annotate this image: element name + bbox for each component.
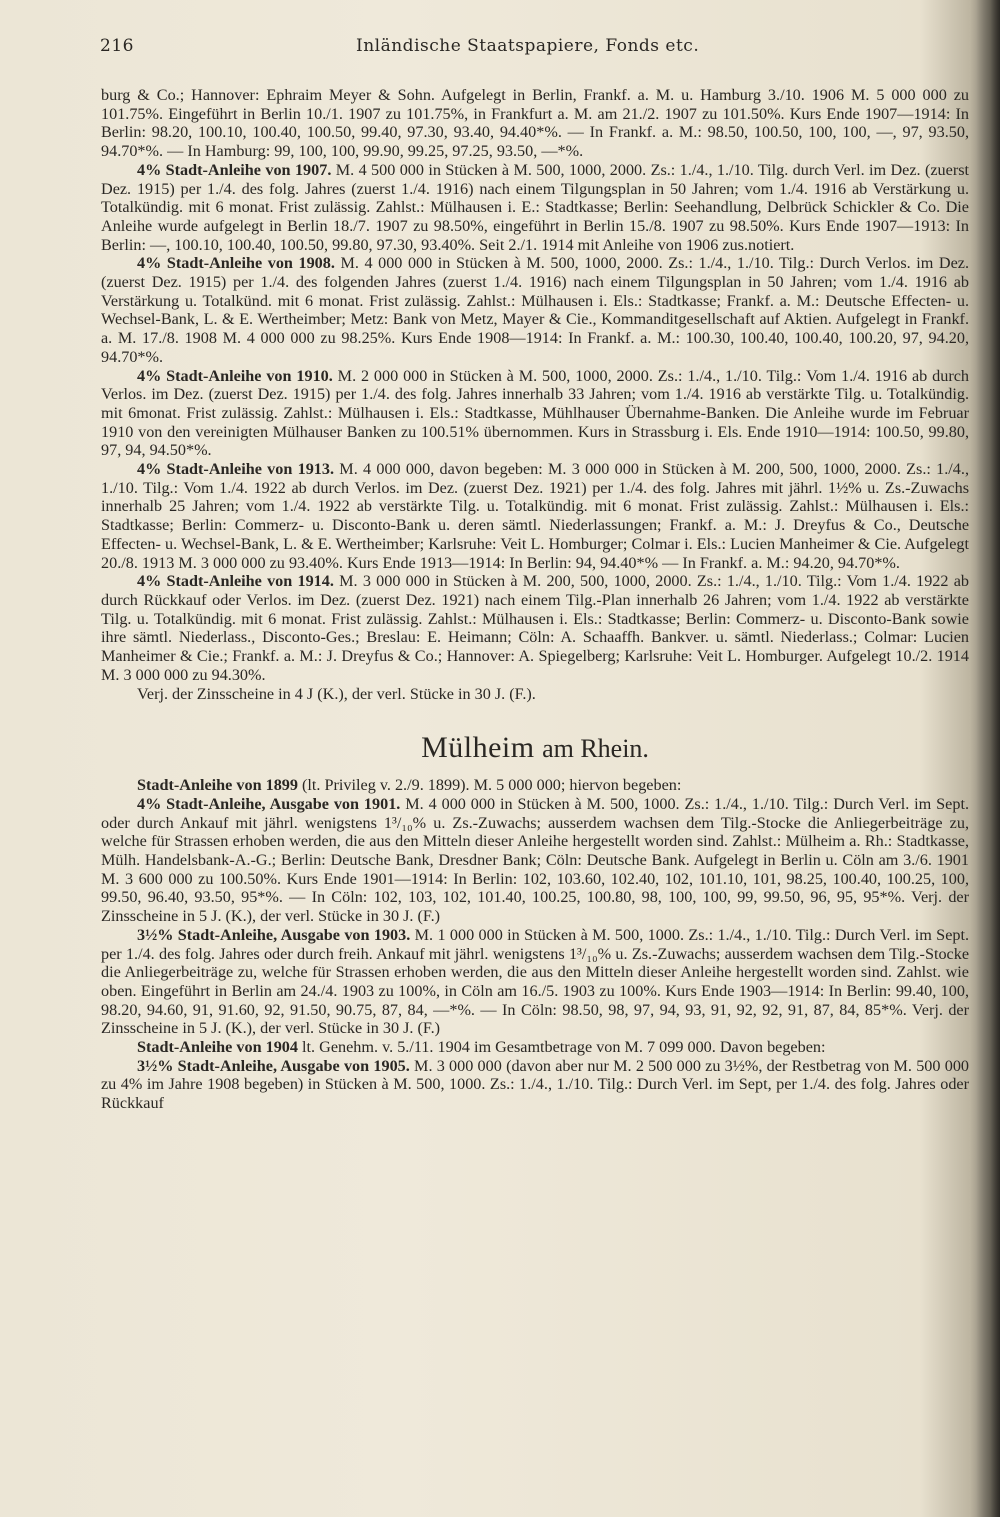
paragraph [101, 776, 969, 795]
section-heading-main: Mülheim [421, 731, 535, 765]
loan-heading: 4% Stadt-Anleihe von 1910. [137, 366, 333, 385]
page-number: 216 [100, 36, 134, 56]
paragraph-text: M. 4 000 000 in Stücken à M. 500, 1000. Zs.: 1./4., 1./10. Tilg.: Durch Verl. im Sept. oder durch Ankauf mit jährl. wenigstens 1³/₁₀% u. Zs.-Zuwachs; ausserdem wachsen dem Tilg.-Stocke die Anliegerbeiträge zu, welche für Strassen erhoben werden, die aus den Mitteln dieser Anleihe hergestellt worden sind. Zahlst.: Mülheim a. Rh.: Stadtkasse, Mülh. Handelsbank-A.-G.; Berlin: Deutsche Bank, Dresdner Bank; Cöln: Deutsche Bank. Aufgelegt in Berlin u. Cöln am 3./6. 1901 M. 3 600 000 zu 100.50%. Kurs Ende 1901—1914: In Berlin: 102, 103.60, 102.40, 102, 101.10, 101, 98.25, 100.40, 100.25, 100, 99.50, 96.40, 93.50, 95*%. — In Cöln: 102, 103, 102, 101.40, 100.25, 100.80, 98, 100, 100, 99, 99.50, 96, 95, 95*%. Verj. der Zinsscheine in 5 J. (K.), der verl. Stücke in 30 J. (F.) [101, 794, 970, 926]
paragraph [101, 367, 969, 461]
section-heading-rest: am Rhein. [542, 734, 649, 764]
paragraph [101, 254, 969, 366]
page-edge-shadow [976, 0, 1000, 1517]
loan-heading: 4% Stadt-Anleihe von 1908. [137, 254, 335, 273]
paragraph [101, 460, 969, 572]
paragraph [101, 685, 969, 704]
paragraph [101, 1038, 969, 1057]
paragraph-text: lt. Genehm. v. 5./11. 1904 im Gesamtbetrage von M. 7 099 000. Davon begeben: [302, 1038, 826, 1057]
body-text [101, 86, 969, 1113]
paragraph-text: M. 2 000 000 in Stücken à M. 500, 1000, 2000. Zs.: 1./4., 1./10. Tilg.: Vom 1./4. 1916 ab durch Verlos. im Dez. (zuerst Dez. 1915) per 1./4. des folg. Jahres innerhalb 33 Jahren; vom 1./4. 1916 ab verstärkte Tilg. u. Totalkündig. mit 6monat. Frist zulässig. Zahlst.: Mülhausen i. Els.: Stadtkasse, Mühlhauser Übernahme-Banken. Die Anleihe wurde im Februar 1910 von den vereinigten Mülhauser Banken zu 100.51% übernommen. Kurs in Strassburg i. Els. Ende 1910—1914: 100.50, 99.80, 97, 94, 94.50*%. [101, 366, 969, 460]
paragraph-text: M. 1 000 000 in Stücken à M. 500, 1000. Zs.: 1./4., 1./10. Tilg.: Durch Verl. im Sept. per 1./4. des folg. Jahres oder durch freih. Ankauf mit jährl. wenigstens 1³/₁₀% u. Zs.-Zuwachs; ausserdem wachsen dem Tilg.-Stocke die Anliegerbeiträge zu, welche für Strassen erhoben werden, die aus den Mitteln dieser Anleihe hergestellt worden sind. Zahlst. wie oben. Eingeführt in Berlin am 24./4. 1903 zu 100%, in Cöln am 16./5. 1903 zu 100%. Kurs Ende 1903—1914: In Berlin: 99.40, 100, 98.20, 94.60, 91, 91.60, 92, 91.50, 90.75, 87, 84, —*%. — In Cöln: 98.50, 98, 97, 94, 93, 91, 92, 92, 91, 87, 84, 85*%. Verj. der Zinsscheine in 5 J. (K.), der verl. Stücke in 30 J. (F.) [101, 925, 970, 1038]
loan-heading: 3½% Stadt-Anleihe, Ausgabe von 1905. [137, 1056, 410, 1075]
paragraph-text: M. 4 000 000 in Stücken à M. 500, 1000, 2000. Zs.: 1./4., 1./10. Tilg.: Durch Verlos. im Dez. (zuerst Dez. 1915) per 1./4. des folgenden Jahres (zuerst 1./4. 1916) nach einem Tilgungsplan in 50 Jahren; vom 1./4. 1916 ab Verstärkung u. Totalkünd. mit 6 monat. Frist zulässig. Zahlst.: Mülhausen i. Els.: Stadtkasse; Frankf. a. M.: Deutsche Effecten- u. Wechsel-Bank, L. & E. Wertheimber; Metz: Bank von Metz, Mayer & Cie., Kommanditgesellschaft auf Aktien. Aufgelegt in Frankf. a. M. 17./8. 1908 M. 4 000 000 zu 98.25%. Kurs Ende 1908—1914: In Frankf. a. M.: 100.30, 100.40, 100.40, 100.20, 97, 94.20, 94.70*%. [101, 254, 969, 366]
loan-heading: 4% Stadt-Anleihe von 1913. [137, 460, 335, 479]
paragraph-text: (lt. Privileg v. 2./9. 1899). M. 5 000 000; hiervon begeben: [302, 776, 682, 795]
paragraph-text: M. 3 000 000 in Stücken à M. 200, 500, 1000, 2000. Zs.: 1./4., 1./10. Tilg.: Vom 1./4. 1922 ab durch Rückkauf oder Verlos. im Dez. (zuerst Dez. 1921) nach einem Tilg.-Plan innerhalb 26 Jahren; vom 1./4. 1922 ab verstärkte Tilg. u. Totalkündig. mit 6 monat. Frist zulässig. Zahlst.: Mülhausen i. Els.: Stadtkasse; Berlin: Commerz- u. Disconto-Bank sowie ihre sämtl. Niederlass., Disconto-Ges.; Breslau: E. Heimann; Cöln: A. Schaaffh. Bankver. u. sämtl. Niederlass.; Colmar: Lucien Manheimer & Cie.; Frankf. a. M.: J. Dreyfus & Co.; Hannover: A. Spiegelberg; Karlsruhe: Veit L. Homburger. Aufgelegt 10./2. 1914 M. 3 000 000 zu 94.30%. [101, 572, 969, 684]
paragraph [101, 86, 969, 161]
paragraph [101, 926, 969, 1038]
paragraph [101, 795, 969, 926]
paragraph [101, 161, 969, 255]
paragraph-text: M. 4 500 000 in Stücken à M. 500, 1000, 2000. Zs.: 1./4., 1./10. Tilg. durch Verl. im Dez. (zuerst Dez. 1915) per 1./4. des folg. Jahres (zuerst 1./4. 1916) nach einem Tilgungsplan in 50 Jahren; vom 1./4. 1916 ab Verstärkung u. Totalkündig. mit 6 monat. Frist zulässig. Zahlst.: Mülhausen i. E.: Stadtkasse; Berlin: Seehandlung, Delbrück Schickler & Co. Die Anleihe wurde aufgelegt in Berlin 18./7. 1907 zu 98.50%, eingeführt in Berlin 15./8. 1907 zu 98.50%. Kurs Ende 1907—1913: In Berlin: —, 100.10, 100.40, 100.50, 99.80, 97.30, 93.40%. Seit 2./1. 1914 mit Anleihe von 1906 zus.notiert. [101, 160, 970, 254]
loan-heading: 4% Stadt-Anleihe von 1914. [137, 572, 334, 591]
loan-heading: Stadt-Anleihe von 1899 [137, 776, 298, 795]
paragraph [101, 1057, 969, 1113]
paragraph-text: Verj. der Zinsscheine in 4 J (K.), der verl. Stücke in 30 J. (F.). [137, 684, 536, 703]
section-heading [101, 731, 969, 766]
paragraph-text: M. 4 000 000, davon begeben: M. 3 000 000 in Stücken à M. 200, 500, 1000, 2000. Zs.: 1./4., 1./10. Tilg.: Vom 1./4. 1922 ab durch Verlos. im Dez. (zuerst Dez. 1921) per 1./4. des folg. Jahres mit jährl. 1½% u. Zs.-Zuwachs innerhalb 25 Jahren; vom 1./4. 1922 ab verstärkte Tilg. u. Totalkündig. mit 6 monat. Frist zulässig. Zahlst.: Mülhausen i. Els.: Stadtkasse; Berlin: Commerz- u. Disconto-Bank u. deren sämtl. Niederlassungen; Frankf. a. M.: J. Dreyfus & Co., Deutsche Effecten- u. Wechsel-Bank, L. & E. Wertheimber; Karlsruhe: Veit L. Homburger; Colmar i. Els.: Lucien Manheimer & Cie. Aufgelegt 20./8. 1913 M. 3 000 000 zu 93.40%. Kurs Ende 1913—1914: In Berlin: 94, 94.40*% — In Frankf. a. M.: 94.20, 94.70*%. [101, 460, 969, 572]
paragraph-text: M. 3 000 000 (davon aber nur M. 2 500 000 zu 3½%, der Restbetrag von M. 500 000 zu 4% im Jahre 1908 begeben) in Stücken à M. 500, 1000. Zs.: 1./4., 1./10. Tilg.: Durch Verl. im Sept, per 1./4. des folg. Jahres oder Rückkauf [101, 1056, 970, 1113]
paragraph [101, 572, 969, 684]
page-header [100, 36, 940, 60]
loan-heading: Stadt-Anleihe von 1904 [137, 1038, 298, 1057]
loan-heading: 4% Stadt-Anleihe von 1907. [137, 160, 332, 179]
loan-heading: 3½% Stadt-Anleihe, Ausgabe von 1903. [137, 925, 411, 944]
running-head: Inländische Staatspapiere, Fonds etc. [356, 36, 700, 56]
paragraph-text: burg & Co.; Hannover: Ephraim Meyer & Sohn. Aufgelegt in Berlin, Frankf. a. M. u. Hamburg 3./10. 1906 M. 5 000 000 zu 101.75%. Eingeführt in Berlin 10./1. 1907 zu 101.75%, in Frankfurt a. M. am 21./2. 1907 zu 101.50%. Kurs Ende 1907—1914: In Berlin: 98.20, 100.10, 100.40, 100.50, 99.40, 97.30, 93.40, 94.40*%. — In Frankf. a. M.: 98.50, 100.50, 100, 100, —, 97, 93.50, 94.70*%. — In Hamburg: 99, 100, 100, 99.90, 99.25, 97.25, 93.50, —*%. [101, 86, 969, 161]
loan-heading: 4% Stadt-Anleihe, Ausgabe von 1901. [137, 794, 401, 813]
